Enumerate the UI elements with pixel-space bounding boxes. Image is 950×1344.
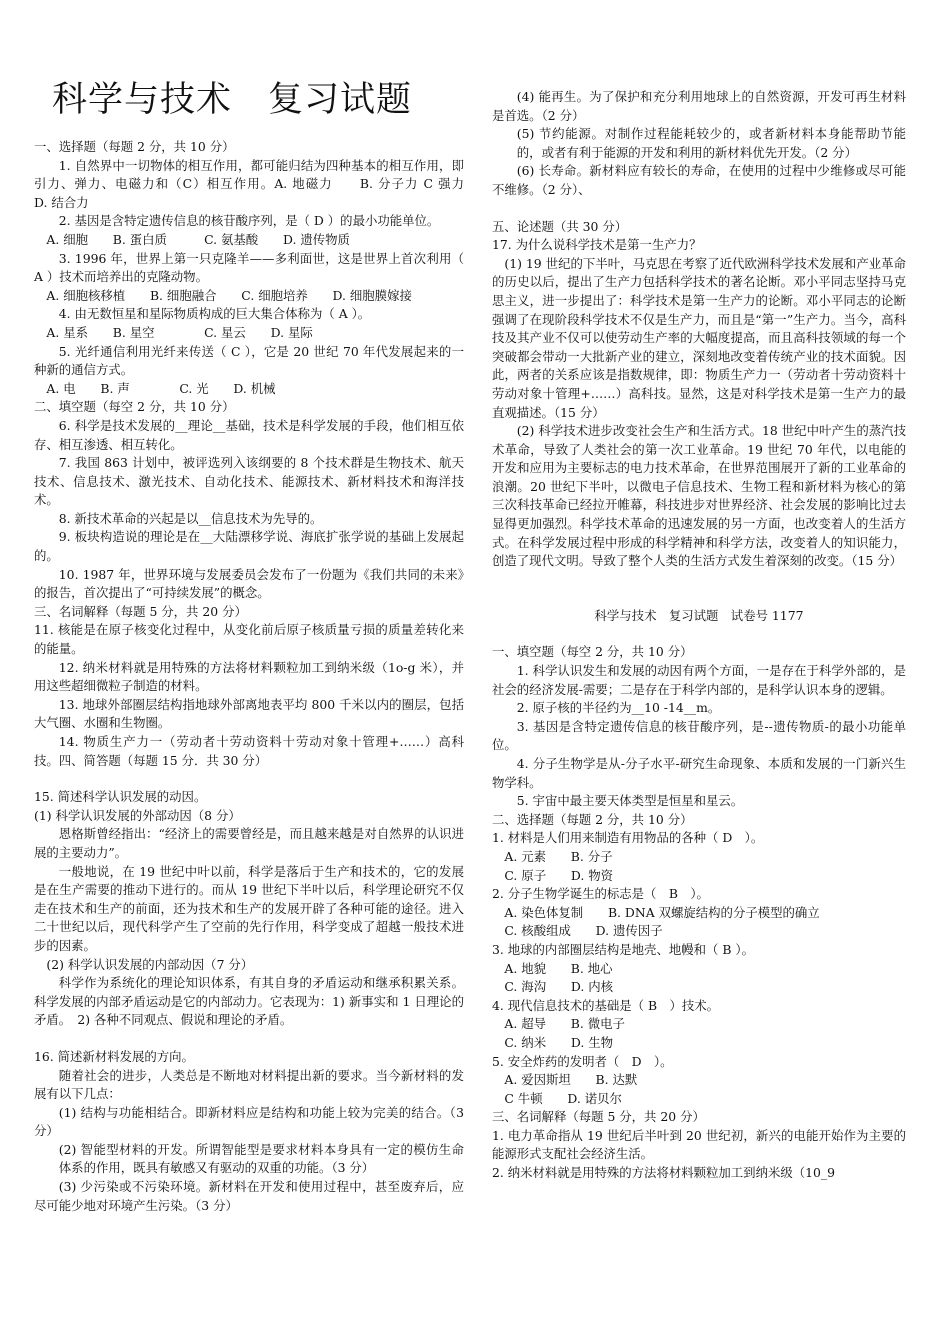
right-column [492,88,906,1183]
right-paragraph: C. 海沟 D. 内核 [504,979,614,995]
left-paragraph: 5. 光纤通信利用光纤来传送（ C ），它是 20 世纪 70 年代发展起来的一种新的通信方式。 [34,343,464,378]
right-paragraph: 2. 纳米材料就是用特殊的方法将材料颗粒加工到纳米级（10_9 [492,1165,835,1181]
right-paragraph: 5. 安全炸药的发明者（ D ）。 [492,1053,673,1069]
left-paragraph: A. 细胞核移植 B. 细胞融合 C. 细胞培养 D. 细胞膜嫁接 [46,287,412,303]
right-paragraph: C. 核酸组成 D. 遗传因子 [504,923,663,939]
left-paragraph: (1) 结构与功能相结合。即新材料应是结构和功能上较为完美的结合。（3 分） [34,1104,464,1139]
right-paragraph: 科学与技术 复习试题 试卷号 1177 [594,607,804,623]
right-paragraph: 1. 电力革命指从 19 世纪后半叶到 20 世纪初，新兴的电能开始作为主要的能源形式支配社会经济生活。 [492,1127,906,1162]
right-paragraph: 4. 分子生物学是从-分子水平-研究生命现象、本质和发展的一门新兴生物学科。 [492,756,906,790]
right-paragraph: 3. 地球的内部圈层结构是地壳、地幔和（ B ）。 [492,941,754,957]
right-paragraph [492,625,906,643]
right-paragraph: C. 原子 D. 物资 [504,867,614,883]
left-paragraph: 三、名词解释（每题 5 分，共 20 分） [34,603,247,619]
left-paragraph: (2) 智能型材料的开发。所谓智能型是要求材料本身具有一定的模仿生命体系的作用，既具有敏感又有驱动的双重的功能。（3 分） [58,1141,464,1176]
left-paragraph [34,1030,464,1048]
right-paragraph: 1. 科学认识发生和发展的动因有两个方面，一是存在于科学外部的，是社会的经济发展-需要；二是存在于科学内部的，是科学认识本身的逻辑。 [492,663,906,697]
right-paragraph: 三、名词解释（每题 5 分，共 20 分） [492,1109,705,1125]
left-paragraph: (2) 科学认识发展的内部动因（7 分） [46,956,254,972]
left-paragraph: 科学作为系统化的理论知识体系，有其自身的矛盾运动和继承积累关系。科学发展的内部矛盾运动是它的内部动力。它表现为：1) 新事实和 1 日理论的矛盾。 2) 各种不同观点、假说和理论的矛盾。 [34,975,464,1028]
left-paragraph: 2. 基因是含特定遗传信息的核苷酸序列，是（ D ）的最小功能单位。 [58,213,440,229]
right-paragraph: 3. 基因是含特定遗传信息的核苷酸序列，是--遗传物质-的最小功能单位。 [492,718,906,753]
right-paragraph: 4. 现代信息技术的基础是（ B ）技术。 [492,997,720,1013]
right-paragraph: A. 元素 B. 分子 [504,848,613,864]
right-paragraph: A. 染色体复制 B. DNA 双螺旋结构的分子模型的确立 [504,904,820,920]
left-paragraph: 二、填空题（每空 2 分，共 10 分） [34,399,235,415]
left-paragraph: 9. 板块构造说的理论是在__大陆漂移学说、海底扩张学说的基础上发展起的。 [34,529,464,564]
right-paragraph [492,589,906,607]
right-paragraph [492,571,906,589]
right-paragraph: 五、论述题（共 30 分） [492,218,628,234]
right-paragraph: C. 纳米 D. 生物 [504,1034,614,1050]
right-paragraph: 2. 原子核的半径约为__10 -14__m。 [516,700,721,716]
right-paragraph: A. 爱因斯坦 B. 达默 [504,1072,638,1088]
right-paragraph: (4) 能再生。为了保护和充分利用地球上的自然资源，开发可再生材料是首选。（2 分） [492,89,906,123]
right-paragraph: C 牛顿 D. 诺贝尔 [504,1090,622,1106]
left-paragraph [34,770,464,788]
right-paragraph: (2) 科学技术进步改变社会生产和生活方式。18 世纪中叶产生的蒸汽技术革命，导致了人类社会的第一次工业革命。19 世纪 70 年代，以电能的开发和应用为主要标志的电力技术革命，在世界范围展开了新的工业革命的浪潮。20 世纪下半叶，以微电子信息技术、生物工程和新材料为核心的第三次科技革命已经拉开帷幕，科技进步对世界经济、社会发展的影响比过去显得更加强烈。科学技术革命的迅速发展的另一方面，也改变着人的生活方式。在科学发展过程中形成的科学精神和科学方法，改变着人的知识能力，创造了现代文明。导致了整个人类的生活方式发生着深刻的改变。（15 分） [492,423,906,569]
left-paragraph: 13. 地球外部圈层结构指地球外部离地表平均 800 千米以内的圈层，包括大气圈、水圈和生物圈。 [34,696,464,731]
left-paragraph: 11. 核能是在原子核变化过程中，从变化前后原子核质量亏损的质量差转化来的能量。 [34,622,464,657]
left-paragraph: 1. 自然界中一切物体的相互作用，都可能归结为四种基本的相互作用，即引力、弹力、电磁力和（C）相互作用。A. 地磁力 B. 分子力 C 强力 D. 结合力 [34,157,489,210]
page-title: 科学与技术 复习试题 [52,80,413,120]
right-paragraph: 二、选择题（每题 2 分，共 10 分） [492,811,693,827]
left-paragraph: 随着社会的进步，人类总是不断地对材料提出新的要求。当今新材料的发展有以下几点： [34,1067,464,1102]
right-paragraph: (6) 长寿命。新材料应有较长的寿命，在使用的过程中少维修或尽可能不维修。（2 分）、 [492,163,906,197]
right-paragraph: 5. 宇宙中最主要天体类型是恒星和星云。 [516,793,744,809]
left-paragraph: (3) 少污染或不污染环境。新材料在开发和使用过程中，甚至废弃后，应尽可能少地对环境产生污染。（3 分） [34,1179,464,1213]
left-paragraph: 6. 科学是技术发展的__理论__基础，技术是科学发展的手段，他们相互依存、相互渗透、相互转化。 [34,417,464,452]
left-paragraph: 16. 简述新材料发展的方向。 [34,1048,194,1064]
left-paragraph: 14. 物质生产力一（劳动者十劳动资料十劳动对象十管理+……）高科技。四、简答题（每题 15 分．共 30 分） [34,734,464,768]
left-paragraph: A. 电 B. 声 C. 光 D. 机械 [46,380,276,396]
left-column [34,138,489,1215]
right-paragraph: 2. 分子生物学诞生的标志是（ B ）。 [492,886,709,902]
right-paragraph: (5) 节约能源。对制作过程能耗较少的，或者新材料本身能帮助节能的，或者有利于能源的开发和利用的新材料优先开发。（2 分） [516,126,906,160]
left-paragraph: (1) 科学认识发展的外部动因（8 分） [34,807,241,823]
left-paragraph: 10. 1987 年，世界环境与发展委员会发布了一份题为《我们共同的未来》的报告，首次提出了“可持续发展”的概念。 [34,566,464,601]
right-paragraph [492,200,906,218]
left-paragraph: 4. 由无数恒星和星际物质构成的巨大集合体称为（ A ）。 [58,306,371,322]
left-paragraph: A. 细胞 B. 蛋白质 C. 氨基酸 D. 遗传物质 [46,231,350,247]
left-paragraph: 一般地说，在 19 世纪中叶以前，科学是落后于生产和技术的，它的发展是在生产需要的推动下进行的。而从 19 世纪下半叶以后，科学理论研究不仅走在技术和生产的前面，还为技术和生产的发展开辟了各种可能的途径。进入二十世纪以后，现代科学产生了空前的先行作用，科学变成了超越一般技术进步的因素。 [34,863,464,953]
right-paragraph: 17. 为什么说科学技术是第一生产力？ [492,237,702,253]
right-paragraph: 一、填空题（每空 2 分，共 10 分） [492,644,693,660]
left-paragraph: 3. 1996 年，世界上第一只克隆羊——多利面世，这是世界上首次利用（ A ）技术而培养出的克隆动物。 [34,250,464,285]
right-paragraph: (1) 19 世纪的下半叶，马克思在考察了近代欧洲科学技术发展和产业革命的历史以后，提出了生产力包括科学技术的著名论断。邓小平同志坚持马克思主义，进一步提出了：科学技术是第一生产力的论断。邓小平同志的论断强调了在现阶段科学技术不仅是生产力，而且是“第一”生产力。当今，高科技及其产业不仅可以使劳动生产率的大幅度提高，而且高科技领域的每一个突破都会带动一大批新产业的建立，深刻地改变着传统产业的技术面貌。因此，两者的关系应该是指数规律，即：物质生产力一（劳动者十劳动资料十劳动对象十管理+……）高科技。显然，这是对科学技术是第一生产力的最直观描述。（15 分） [492,255,906,420]
right-paragraph: A. 超导 B. 微电子 [504,1016,625,1032]
left-paragraph: 7. 我国 863 计划中，被评选列入该纲要的 8 个技术群是生物技术、航天技术、信息技术、激光技术、自动化技术、能源技术、新材料技术和海洋技术。 [34,455,464,508]
left-paragraph: 恩格斯曾经指出：“经济上的需要曾经是，而且越来越是对自然界的认识进展的主要动力”。 [34,826,464,860]
right-paragraph: A. 地貌 B. 地心 [504,960,613,976]
left-paragraph: 8. 新技术革命的兴起是以__信息技术为先导的。 [58,510,323,526]
left-paragraph: A. 星系 B. 星空 C. 星云 D. 星际 [46,324,313,340]
left-paragraph: 15. 简述科学认识发展的动因。 [34,789,207,805]
left-paragraph: 一、选择题（每题 2 分，共 10 分） [34,139,235,154]
left-paragraph: 12. 纳米材料就是用特殊的方法将材料颗粒加工到纳米级（1o-g 米），并用这些超细微粒子制造的材料。 [34,659,464,694]
right-paragraph: 1. 材料是人们用来制造有用物品的各种（ D ）。 [492,830,764,846]
